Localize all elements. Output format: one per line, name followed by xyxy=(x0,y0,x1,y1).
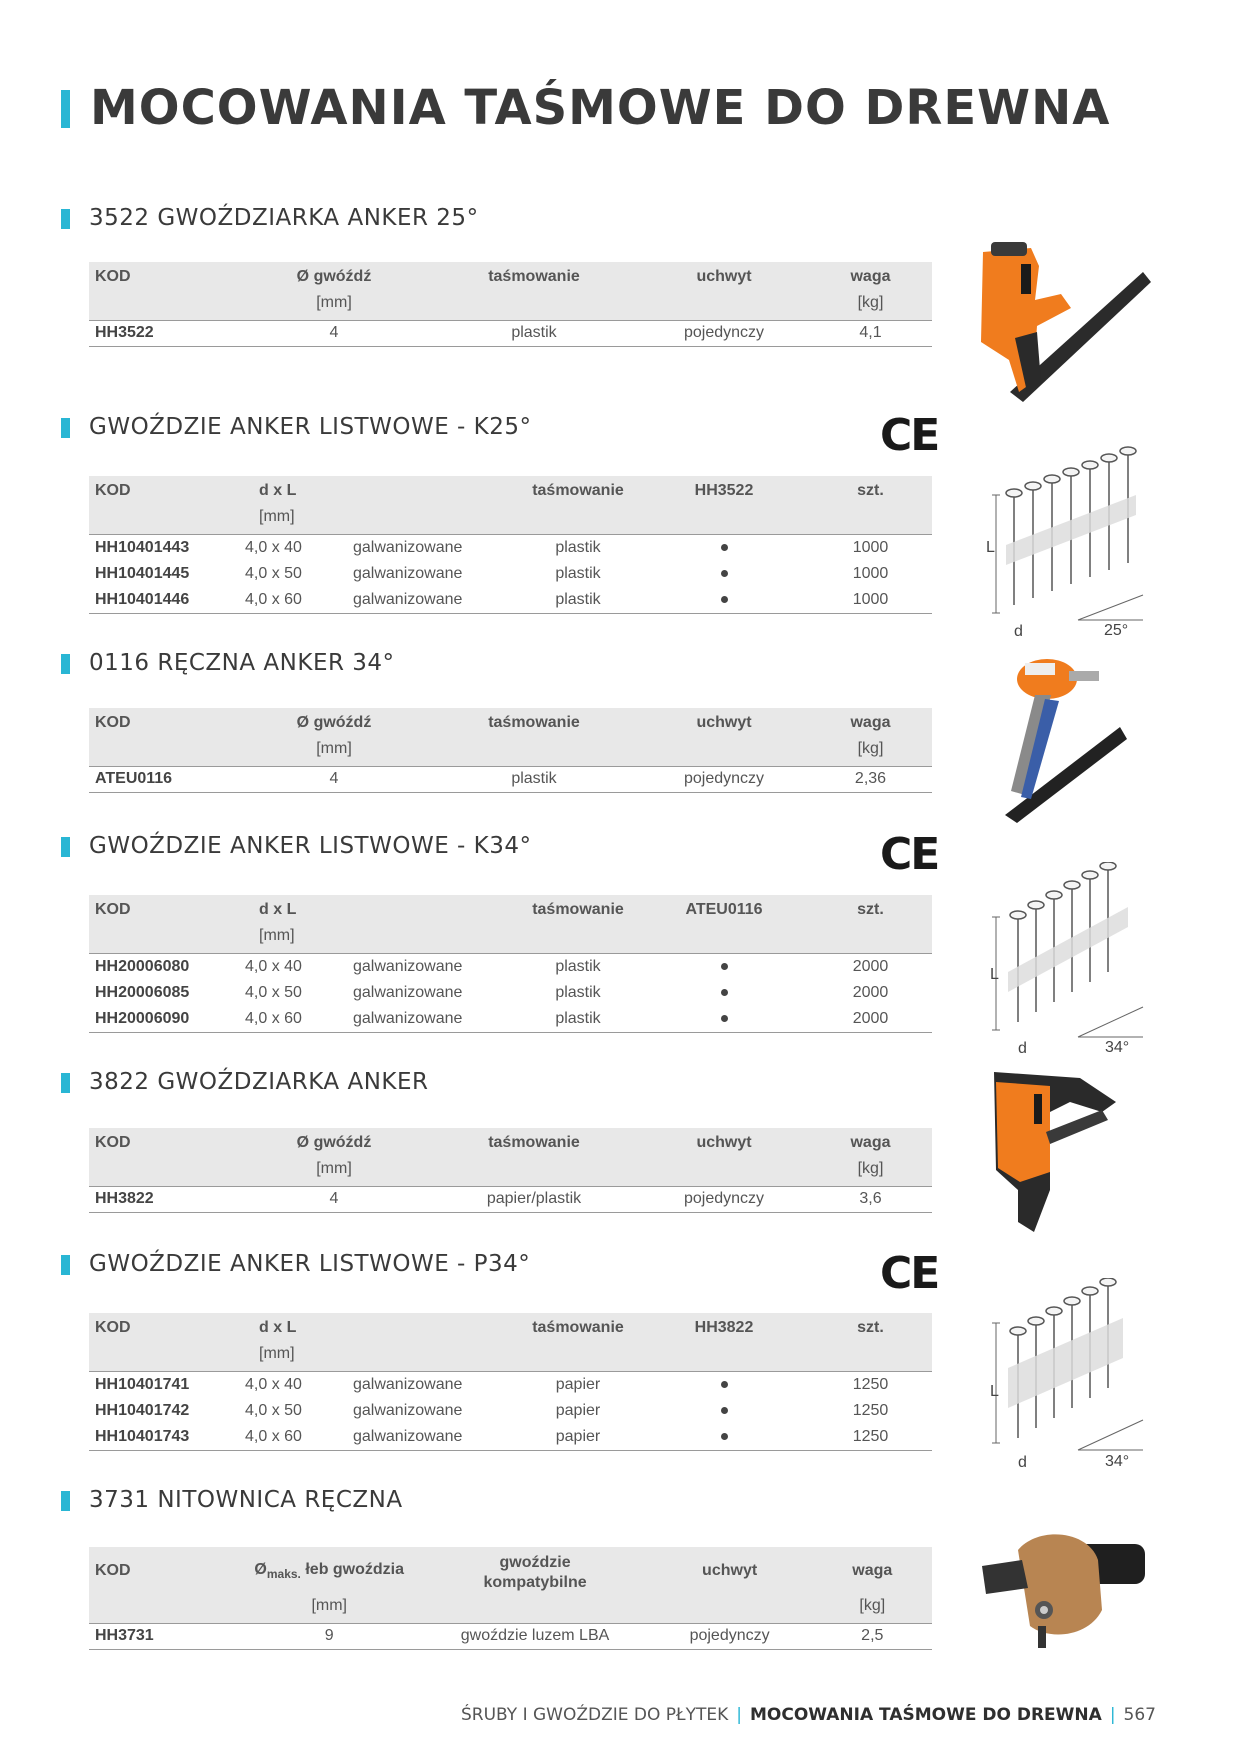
dot-icon xyxy=(721,989,728,996)
product-code: HH20006080 xyxy=(95,957,190,975)
col-unit: [mm] xyxy=(239,738,429,766)
table-row xyxy=(89,561,932,588)
footer-separator: | xyxy=(1109,1705,1116,1725)
nail-gun-3822-image xyxy=(990,1072,1120,1242)
col-header: szt. xyxy=(809,1313,932,1343)
cell: 4,0 x 40 xyxy=(245,957,302,975)
compatible-dot xyxy=(639,980,809,1007)
diagram-length-label: L xyxy=(990,966,999,983)
col-header: uchwyt xyxy=(639,262,809,292)
product-code: HH10401743 xyxy=(89,1424,239,1451)
col-unit: [mm] xyxy=(239,925,347,953)
dot-icon xyxy=(721,963,728,970)
section-title: GWOŹDZIE ANKER LISTWOWE - K34° xyxy=(89,833,532,859)
cell: papier xyxy=(555,1401,601,1419)
cell: 4 xyxy=(239,320,429,347)
compatible-dot xyxy=(639,561,809,588)
col-header: szt. xyxy=(809,476,932,506)
palm-nailer-3731-image xyxy=(978,1530,1148,1660)
cell: plastik xyxy=(555,538,601,556)
col-header: waga xyxy=(809,708,932,738)
cell: galwanizowane xyxy=(353,983,463,1001)
compatible-dot xyxy=(639,1398,809,1425)
cell: galwanizowane xyxy=(353,1375,463,1393)
ce-mark: CE xyxy=(880,410,939,461)
footer-separator: | xyxy=(736,1705,742,1725)
page-number: 567 xyxy=(1123,1705,1156,1725)
page-footer xyxy=(461,1705,1156,1725)
diagram-angle-label: 34° xyxy=(1105,1039,1130,1056)
section-title: 0116 RĘCZNA ANKER 34° xyxy=(89,650,395,676)
cell: 1250 xyxy=(852,1401,889,1419)
cell: galwanizowane xyxy=(353,564,463,582)
cell: 2000 xyxy=(852,983,889,1001)
page-title-accent xyxy=(61,90,70,128)
table-row xyxy=(89,1006,932,1033)
nail-head-label: łeb gwoździa xyxy=(305,1560,405,1578)
col-header: KOD xyxy=(89,1313,239,1343)
table-row xyxy=(89,1623,932,1650)
diagram-diameter-label: d xyxy=(1014,623,1023,640)
col-header: taśmowanie xyxy=(429,708,639,738)
section-title: 3522 GWOŹDZIARKA ANKER 25° xyxy=(89,205,479,231)
diagram-angle-label: 25° xyxy=(1104,622,1129,639)
nail-gun-3522-image xyxy=(975,242,1165,407)
cell: plastik xyxy=(555,957,601,975)
spec-table-0116 xyxy=(89,708,932,793)
section-accent xyxy=(61,1255,70,1275)
cell: 2000 xyxy=(852,957,889,975)
col-header: d x L xyxy=(239,895,347,925)
cell: papier xyxy=(555,1375,601,1393)
cell: 3,6 xyxy=(809,1186,932,1213)
col-header: waga xyxy=(813,1547,932,1595)
cell: galwanizowane xyxy=(347,1424,517,1451)
compatible-dot xyxy=(639,1006,809,1033)
spec-table-p34 xyxy=(89,1313,932,1451)
cell: 4,0 x 40 xyxy=(245,1375,302,1393)
table-row xyxy=(89,980,932,1007)
col-header: gwoździe kompatybilne xyxy=(423,1547,646,1595)
col-header: KOD xyxy=(89,476,239,506)
col-header: waga xyxy=(809,1128,932,1158)
product-code: HH3822 xyxy=(89,1186,239,1213)
cell: plastik xyxy=(517,1006,639,1033)
col-header: uchwyt xyxy=(639,1128,809,1158)
product-code: HH10401742 xyxy=(95,1401,190,1419)
col-header: ATEU0116 xyxy=(639,895,809,925)
dot-icon xyxy=(721,544,728,551)
col-unit: [kg] xyxy=(809,1158,932,1186)
max-subscript: maks. xyxy=(266,1567,301,1582)
nail-strip-k34-diagram xyxy=(978,862,1148,1057)
cell: 1250 xyxy=(809,1424,932,1451)
cell: 4,0 x 50 xyxy=(245,1401,302,1419)
cell: 9 xyxy=(235,1623,424,1650)
cell: papier xyxy=(517,1424,639,1451)
col-header: Ø gwóźdź xyxy=(239,1128,429,1158)
col-header: uchwyt xyxy=(639,708,809,738)
cell: galwanizowane xyxy=(347,1006,517,1033)
col-header: d x L xyxy=(239,1313,347,1343)
table-row xyxy=(89,1398,932,1425)
diameter-symbol: Ø xyxy=(254,1560,267,1578)
section-title: GWOŹDZIE ANKER LISTWOWE - K25° xyxy=(89,414,532,440)
product-code: HH10401443 xyxy=(95,538,190,556)
col-header: uchwyt xyxy=(647,1547,813,1595)
section-accent xyxy=(61,418,70,438)
diagram-diameter-label: d xyxy=(1018,1454,1027,1471)
col-header: taśmowanie xyxy=(517,895,639,925)
col-header: Ø gwóźdź xyxy=(239,262,429,292)
dot-icon xyxy=(721,570,728,577)
col-unit: [kg] xyxy=(809,738,932,766)
dot-icon xyxy=(721,1407,728,1414)
cell: 1000 xyxy=(809,587,932,614)
table-row xyxy=(89,953,932,980)
nail-gun-0116-image xyxy=(985,655,1135,825)
diagram-diameter-label: d xyxy=(1018,1040,1027,1057)
col-header: HH3522 xyxy=(639,476,809,506)
product-code: HH3731 xyxy=(89,1623,235,1650)
cell: 2,36 xyxy=(809,766,932,793)
cell: galwanizowane xyxy=(353,957,463,975)
cell: 4,0 x 60 xyxy=(239,1424,347,1451)
cell: 2,5 xyxy=(813,1623,932,1650)
spec-table-3822 xyxy=(89,1128,932,1213)
product-code: HH20006090 xyxy=(89,1006,239,1033)
col-unit: [mm] xyxy=(239,1158,429,1186)
table-row xyxy=(89,587,932,614)
product-code: HH10401445 xyxy=(95,564,190,582)
col-unit: [mm] xyxy=(235,1595,424,1623)
cell: pojedynczy xyxy=(639,766,809,793)
cell: pojedynczy xyxy=(639,1186,809,1213)
spec-table-3522 xyxy=(89,262,932,347)
cell: 4,0 x 50 xyxy=(245,564,302,582)
cell: 4 xyxy=(239,1186,429,1213)
table-row xyxy=(89,766,932,793)
col-header: waga xyxy=(809,262,932,292)
ce-mark: CE xyxy=(880,1248,939,1299)
compatible-dot xyxy=(639,1424,809,1451)
page-title: MOCOWANIA TAŚMOWE DO DREWNA xyxy=(90,80,1111,136)
cell: pojedynczy xyxy=(639,320,809,347)
col-header: KOD xyxy=(89,1128,239,1158)
cell: plastik xyxy=(555,983,601,1001)
footer-category: ŚRUBY I GWOŹDZIE DO PŁYTEK xyxy=(461,1705,729,1725)
product-code: HH10401446 xyxy=(89,587,239,614)
product-code: HH10401741 xyxy=(95,1375,190,1393)
section-title: 3822 GWOŹDZIARKA ANKER xyxy=(89,1069,429,1095)
col-header: d x L xyxy=(239,476,347,506)
product-code: HH20006085 xyxy=(95,983,190,1001)
compatible-dot xyxy=(639,534,809,561)
section-accent xyxy=(61,1073,70,1093)
cell: galwanizowane xyxy=(353,538,463,556)
compatible-dot xyxy=(639,587,809,614)
product-code: ATEU0116 xyxy=(89,766,239,793)
cell: 1250 xyxy=(852,1375,889,1393)
col-header: HH3822 xyxy=(639,1313,809,1343)
table-row xyxy=(89,1424,932,1451)
section-title: GWOŹDZIE ANKER LISTWOWE - P34° xyxy=(89,1251,531,1277)
footer-section: MOCOWANIA TAŚMOWE DO DREWNA xyxy=(749,1705,1102,1725)
ce-mark: CE xyxy=(880,829,939,880)
cell: gwoździe luzem LBA xyxy=(423,1623,646,1650)
col-unit: [kg] xyxy=(809,292,932,320)
cell: galwanizowane xyxy=(347,587,517,614)
cell: 4,0 x 40 xyxy=(245,538,302,556)
compatible-dot xyxy=(639,953,809,980)
cell: plastik xyxy=(429,320,639,347)
col-header: KOD xyxy=(89,1547,235,1595)
diagram-length-label: L xyxy=(986,539,995,556)
col-header: KOD xyxy=(89,708,239,738)
col-unit: [kg] xyxy=(813,1595,932,1623)
cell: 1000 xyxy=(852,564,889,582)
section-title: 3731 NITOWNICA RĘCZNA xyxy=(89,1487,403,1513)
col-header: Ø gwóźdź xyxy=(239,708,429,738)
cell: 4,1 xyxy=(809,320,932,347)
nail-strip-p34-diagram xyxy=(978,1278,1148,1473)
cell: 2000 xyxy=(809,1006,932,1033)
table-row xyxy=(89,1186,932,1213)
cell: 4,0 x 50 xyxy=(245,983,302,1001)
cell: 1000 xyxy=(852,538,889,556)
section-accent xyxy=(61,1491,70,1511)
col-header xyxy=(235,1547,424,1595)
dot-icon xyxy=(721,1015,728,1022)
col-unit: [mm] xyxy=(239,506,347,534)
cell: pojedynczy xyxy=(647,1623,813,1650)
col-header: taśmowanie xyxy=(517,1313,639,1343)
col-header: taśmowanie xyxy=(429,262,639,292)
cell: plastik xyxy=(517,587,639,614)
col-header: szt. xyxy=(809,895,932,925)
cell: 4,0 x 60 xyxy=(239,1006,347,1033)
section-accent xyxy=(61,837,70,857)
dot-icon xyxy=(721,1381,728,1388)
cell: papier/plastik xyxy=(429,1186,639,1213)
cell: 4,0 x 60 xyxy=(239,587,347,614)
dot-icon xyxy=(721,1433,728,1440)
spec-table-k25 xyxy=(89,476,932,614)
cell: galwanizowane xyxy=(353,1401,463,1419)
diagram-length-label: L xyxy=(990,1383,999,1400)
col-header: KOD xyxy=(89,895,239,925)
table-row xyxy=(89,320,932,347)
nail-strip-k25-diagram xyxy=(978,445,1148,640)
section-accent xyxy=(61,654,70,674)
diagram-angle-label: 34° xyxy=(1105,1453,1130,1470)
cell: plastik xyxy=(429,766,639,793)
spec-table-3731 xyxy=(89,1547,932,1650)
col-header: KOD xyxy=(89,262,239,292)
section-accent xyxy=(61,209,70,229)
cell: 4 xyxy=(239,766,429,793)
compatible-dot xyxy=(639,1371,809,1398)
col-header: taśmowanie xyxy=(517,476,639,506)
col-unit: [mm] xyxy=(239,292,429,320)
table-row xyxy=(89,534,932,561)
spec-table-k34 xyxy=(89,895,932,1033)
dot-icon xyxy=(721,596,728,603)
cell: plastik xyxy=(555,564,601,582)
col-header: taśmowanie xyxy=(429,1128,639,1158)
product-code: HH3522 xyxy=(89,320,239,347)
col-unit: [mm] xyxy=(239,1343,347,1371)
table-row xyxy=(89,1371,932,1398)
